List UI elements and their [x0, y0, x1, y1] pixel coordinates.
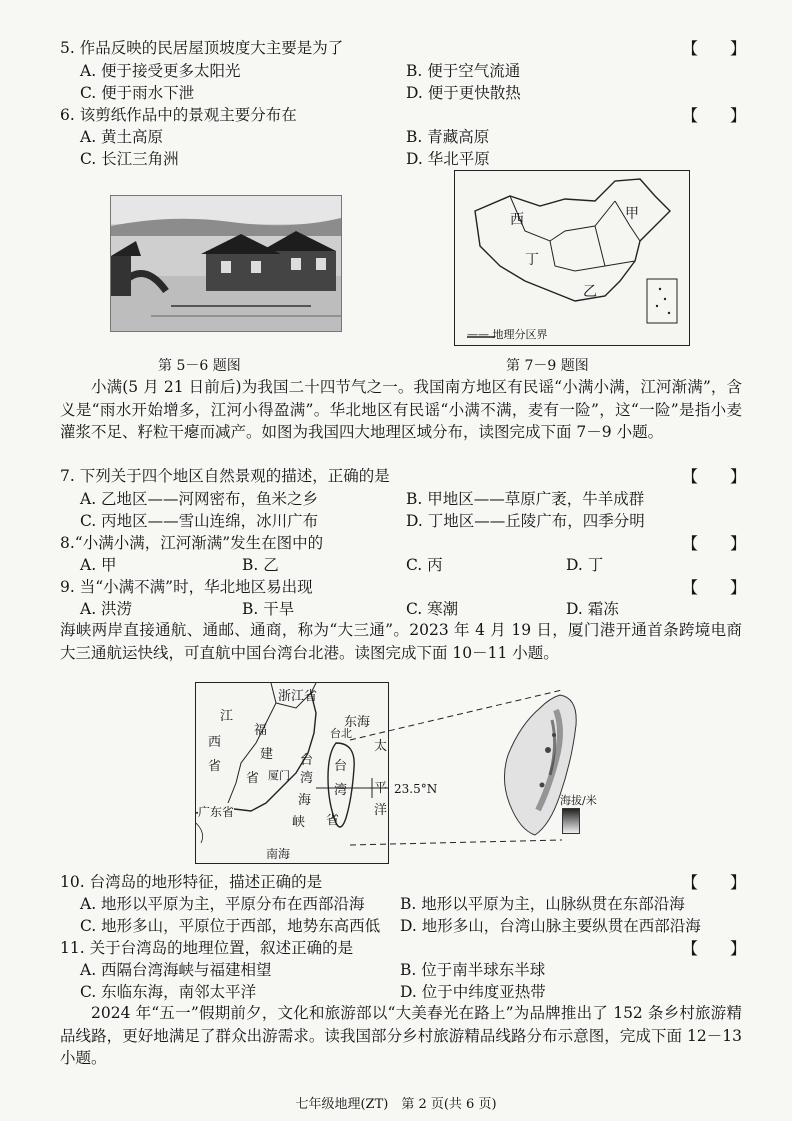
q11-stem: 11. 关于台湾岛的地理位置，叙述正确的是: [60, 939, 354, 957]
label-taiwan-prov-3: 省: [326, 813, 340, 828]
label-zhejiang: 浙江省: [278, 689, 318, 704]
q8-answer-bracket[interactable]: 【 】: [682, 534, 747, 553]
label-latitude: 23.5°N: [394, 782, 438, 796]
q7-option-d[interactable]: D. 丁地区——丘陵广布，四季分明: [406, 512, 645, 530]
label-pacific-2: 平: [374, 781, 388, 796]
label-taiwan-prov-2: 湾: [334, 783, 348, 798]
q8-stem: 8.“小满小满，江河渐满”发生在图中的: [60, 534, 324, 552]
q7-option-b[interactable]: B. 甲地区——草原广袤，牛羊成群: [406, 490, 645, 508]
q7-stem: 7. 下列关于四个地区自然景观的描述，正确的是: [60, 467, 390, 485]
label-strait-1: 台: [300, 753, 314, 768]
q7-option-c[interactable]: C. 丙地区——雪山连绵，冰川广布: [80, 512, 319, 530]
label-guangdong: 广东省: [198, 805, 235, 819]
q10-stem: 10. 台湾岛的地形特征，描述正确的是: [60, 873, 323, 891]
q8-option-a[interactable]: A. 甲: [80, 556, 117, 574]
china-regions-map: [454, 170, 690, 346]
region-jia-label: 甲: [625, 206, 639, 222]
q5-option-d[interactable]: D. 便于更快散热: [406, 84, 521, 102]
label-xiamen: 厦门: [268, 769, 290, 782]
q10-option-c[interactable]: C. 地形多山，平原位于西部，地势东高西低: [80, 917, 381, 935]
q8-option-b[interactable]: B. 乙: [242, 556, 279, 574]
label-jiangxi-2: 西: [208, 735, 222, 750]
q11-option-b[interactable]: B. 位于南半球东半球: [400, 961, 546, 979]
q9-option-a[interactable]: A. 洪涝: [80, 600, 133, 618]
q9-option-d[interactable]: D. 霜冻: [566, 600, 619, 618]
q7-option-a[interactable]: A. 乙地区——河网密布，鱼米之乡: [80, 490, 319, 508]
label-strait-3: 海: [298, 793, 312, 808]
label-nanhai: 南海: [266, 847, 291, 861]
q11-answer-bracket[interactable]: 【 】: [682, 939, 747, 958]
fig79-caption: 第 7－9 题图: [506, 358, 589, 374]
taiwan-relief-map: [490, 690, 620, 845]
region-boundary-legend: —— 地理分区界: [467, 328, 548, 341]
q6-stem: 6. 该剪纸作品中的景观主要分布在: [60, 106, 297, 124]
q9-option-b[interactable]: B. 干旱: [242, 600, 295, 618]
page-footer: 七年级地理(ZT) 第 2 页(共 6 页): [295, 1097, 497, 1112]
label-taibei: 台北: [330, 727, 352, 740]
q8-option-d[interactable]: D. 丁: [566, 556, 604, 574]
q11-option-a[interactable]: A. 西隔台湾海峡与福建相望: [80, 961, 272, 979]
q6-option-c[interactable]: C. 长江三角洲: [80, 150, 179, 168]
q10-option-a[interactable]: A. 地形以平原为主，平原分布在西部沿海: [80, 895, 365, 913]
q5-answer-bracket[interactable]: 【 】: [682, 39, 747, 58]
region-ding-label: 丁: [525, 252, 539, 268]
q8-option-c[interactable]: C. 丙: [406, 556, 443, 574]
label-fujian-1: 福: [254, 723, 268, 738]
q5-stem: 5. 作品反映的民居屋顶坡度大主要是为了: [60, 39, 344, 57]
q9-option-c[interactable]: C. 寒潮: [406, 600, 459, 618]
q9-stem: 9. 当“小满不满”时，华北地区易出现: [60, 578, 313, 596]
q11-option-d[interactable]: D. 位于中纬度亚热带: [400, 983, 546, 1001]
q5-option-c[interactable]: C. 便于雨水下泄: [80, 84, 195, 102]
label-jiangxi-3: 省: [208, 759, 222, 774]
altitude-legend-bar: [562, 808, 580, 834]
label-jiangxi-1: 江: [220, 709, 234, 724]
papercut-photo: [110, 195, 342, 332]
q6-option-b[interactable]: B. 青藏高原: [406, 128, 490, 146]
label-strait-4: 峡: [292, 815, 306, 830]
q7-answer-bracket[interactable]: 【 】: [682, 467, 747, 486]
label-fujian-2: 建: [260, 747, 274, 762]
label-fujian-3: 省: [246, 771, 260, 786]
q11-option-c[interactable]: C. 东临东海，南邻太平洋: [80, 983, 257, 1001]
q10-option-d[interactable]: D. 地形多山，台湾山脉主要纵贯在西部沿海: [400, 917, 701, 935]
q10-option-b[interactable]: B. 地形以平原为主，山脉纵贯在东部沿海: [400, 895, 685, 913]
label-donghai: 东海: [344, 715, 371, 730]
region-yi-label: 乙: [583, 284, 597, 300]
q5-option-b[interactable]: B. 便于空气流通: [406, 62, 521, 80]
q5-option-a[interactable]: A. 便于接受更多太阳光: [80, 62, 241, 80]
label-taiwan-prov-1: 台: [334, 759, 348, 774]
q6-answer-bracket[interactable]: 【 】: [682, 106, 747, 125]
region-xi-label: 西: [510, 212, 524, 228]
label-pacific-3: 洋: [374, 803, 388, 818]
q10-answer-bracket[interactable]: 【 】: [682, 873, 747, 892]
label-pacific-1: 太: [374, 739, 388, 754]
q9-answer-bracket[interactable]: 【 】: [682, 578, 747, 597]
q6-option-a[interactable]: A. 黄土高原: [80, 128, 164, 146]
label-strait-2: 湾: [300, 771, 314, 786]
q6-option-d[interactable]: D. 华北平原: [406, 150, 490, 168]
passage-xiaoman: 小满(5 月 21 日前后)为我国二十四节气之一。我国南方地区有民谣“小满小满，江河渐满”，含义是“雨水开始增多，江河小得盈满”。华北地区有民谣“小满不满，麦有一险”，这“一险”是指小麦灌浆不足、籽粒干瘪而减产。如图为我国四大地理区域分布，读图完成下面 7－9 小题。: [60, 378, 742, 441]
fig56-caption: 第 5－6 题图: [158, 358, 241, 374]
altitude-legend-title: 海拔/米: [560, 794, 597, 807]
passage-three-links: 海峡两岸直接通航、通邮、通商，称为“大三通”。2023 年 4 月 19 日，厦门港开通首条跨境电商大三通航运快线，可直航中国台湾台北港。读图完成下面 10－11 小题。: [60, 621, 742, 662]
passage-rural-tourism: 2024 年“五一”假期前夕，文化和旅游部以“大美春光在路上”为品牌推出了 152 条乡村旅游精品线路，更好地满足了群众出游需求。读我国部分乡村旅游精品线路分布示意图，完成下面 12－13 小题。: [60, 1004, 742, 1067]
